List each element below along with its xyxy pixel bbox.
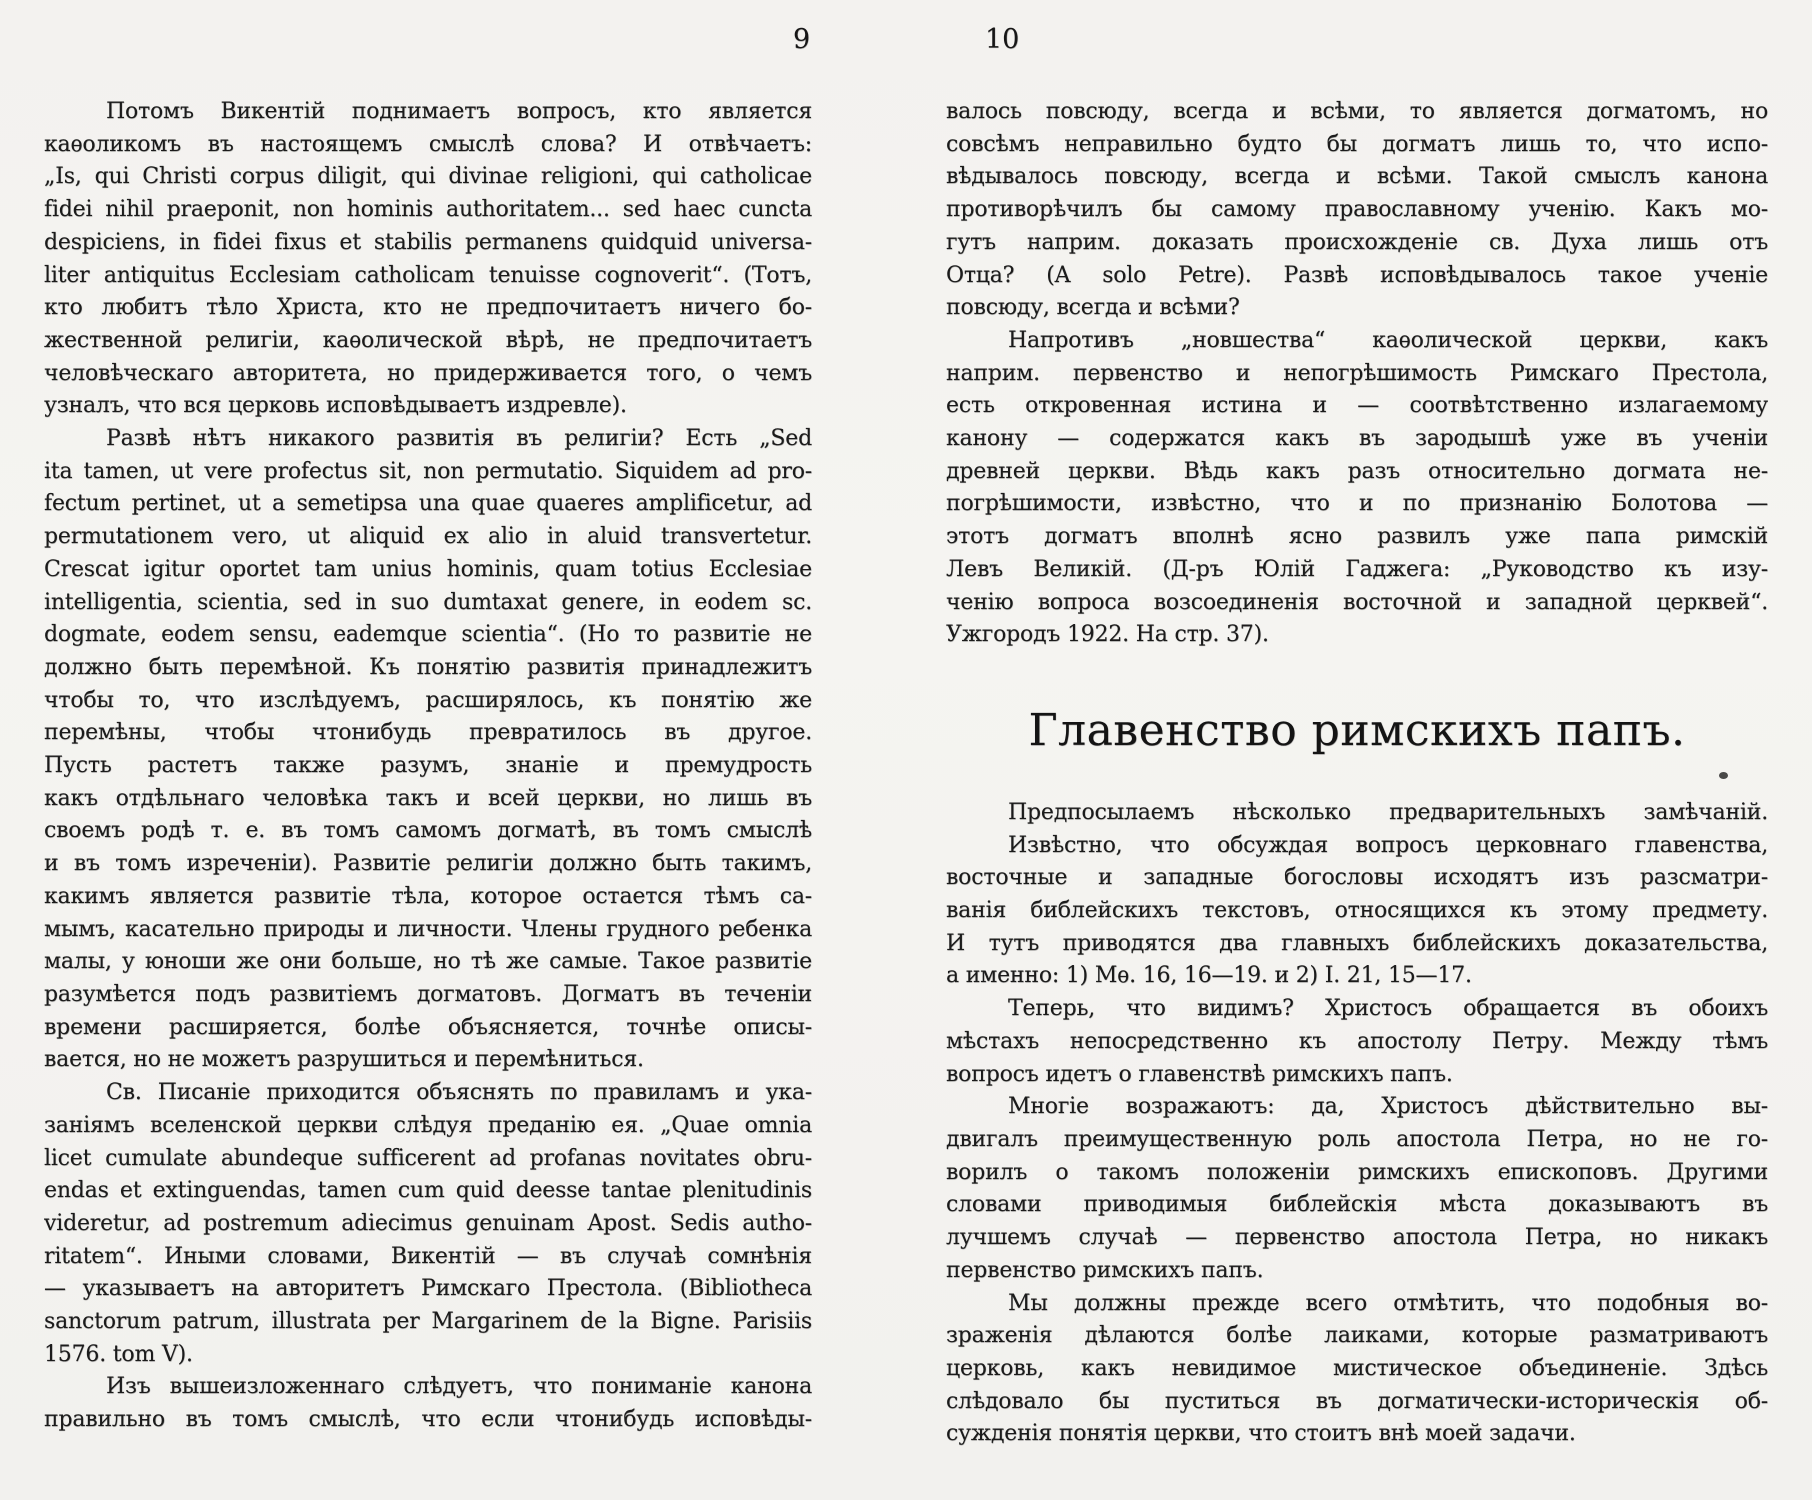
text-line: словами приводимыя библейскія мѣста доказываютъ въ	[946, 1192, 1768, 1218]
text-line: мѣстахъ непосредственно къ апостолу Петру. Между тѣмъ	[946, 1028, 1768, 1054]
text-line: — указываетъ на авторитетъ Римскаго Престола. (Bibliotheca	[44, 1276, 812, 1302]
text-line: человѣческаго авторитета, но придерживается того, о чемъ	[44, 360, 812, 386]
text-line: узналъ, что вся церковь исповѣдываетъ издревле).	[44, 393, 627, 419]
text-line: despiciens, in fidei fixus et stabilis permanens quidquid universa-	[44, 229, 812, 255]
text-line: endas et extinguendas, tamen cum quid deesse tantae plenitudinis	[44, 1178, 812, 1204]
text-line: И тутъ приводятся два главныхъ библейскихъ доказательства,	[946, 930, 1768, 956]
text-line: Многіе возражаютъ: да, Христосъ дѣйствительно вы-	[1008, 1094, 1768, 1120]
text-line: канону — содержатся какъ въ зародышѣ уже въ ученіи	[946, 426, 1768, 452]
text-line: жественной религіи, каѳолической вѣрѣ, не предпочитаетъ	[44, 327, 812, 353]
text-line: Развѣ нѣтъ никакого развитія въ религіи? Есть „Sed	[106, 426, 812, 452]
text-line: Теперь, что видимъ? Христосъ обращается въ обоихъ	[1008, 996, 1768, 1022]
text-line: sanctorum patrum, illustrata per Margarinem de la Bigne. Parisiis	[44, 1309, 812, 1335]
text-line: гутъ наприм. доказать происхожденіе св. Духа лишь отъ	[946, 229, 1768, 255]
text-line: Crescat igitur oportet tam unius hominis, quam totius Ecclesiae	[44, 556, 812, 582]
text-line: слѣдовало бы пуститься въ догматически-историческія об-	[946, 1388, 1768, 1414]
page-9-text-column	[44, 96, 812, 1437]
text-line: мымъ, касательно природы и личности. Члены грудного ребенка	[44, 916, 812, 942]
text-line: какимъ является развитіе тѣла, которое остается тѣмъ са-	[44, 883, 812, 909]
text-line: погрѣшимости, извѣстно, что и по признанію Болотова —	[946, 491, 1768, 517]
text-line: ванія библейскихъ текстовъ, относящихся къ этому предмету.	[946, 898, 1768, 924]
text-line: ita tamen, ut vere profectus sit, non permutatio. Siquidem ad pro-	[44, 458, 812, 484]
text-line: permutationem vero, ut aliquid ex alio in aluid transvertetur.	[44, 524, 812, 550]
text-line: этотъ догматъ вполнѣ ясно развилъ уже папа римскій	[946, 524, 1768, 550]
text-line: Пусть растетъ также разумъ, знаніе и премудрость	[44, 753, 812, 779]
text-line: лучшемъ случаѣ — первенство апостола Петра, но никакъ	[946, 1225, 1768, 1251]
text-line: Извѣстно, что обсуждая вопросъ церковнаго главенства,	[1008, 832, 1768, 858]
text-line: каѳоликомъ въ настоящемъ смыслѣ слова? И отвѣчаетъ:	[44, 131, 812, 157]
ink-speck	[1719, 772, 1728, 779]
text-line: Ужгородъ 1922. На стр. 37).	[946, 622, 1269, 648]
text-line: licet cumulate abundeque sufficerent ad profanas novitates obru-	[44, 1145, 812, 1171]
text-line: Мы должны прежде всего отмѣтить, что подобныя во-	[1008, 1290, 1768, 1316]
text-line: videretur, ad postremum adiecimus genuinam Apost. Sedis autho-	[44, 1210, 812, 1236]
text-line: церковь, какъ невидимое мистическое объединеніе. Здѣсь	[946, 1355, 1768, 1381]
text-line: древней церкви. Вѣдь какъ разъ относительно догмата не-	[946, 458, 1768, 484]
text-line: перемѣны, чтобы чтонибудь превратилось въ другое.	[44, 720, 812, 746]
text-line: dogmate, eodem sensu, eademque scientia“. (Но то развитіе не	[44, 622, 812, 648]
text-line: двигалъ преимущественную роль апостола Петра, но не го-	[946, 1126, 1768, 1152]
text-line: есть откровенная истина и — соотвѣтственно излагаемому	[946, 393, 1768, 419]
text-line: Потомъ Викентій поднимаетъ вопросъ, кто является	[106, 99, 812, 124]
text-line: liter antiquitus Ecclesiam catholicam tenuisse cognoverit“. (Тотъ,	[44, 262, 812, 288]
text-line: повсюду, всегда и всѣми?	[946, 295, 1240, 321]
text-line: восточные и западные богословы исходятъ изъ разсматри-	[946, 865, 1768, 891]
text-line: вѣдывалось повсюду, всегда и всѣми. Такой смыслъ канона	[946, 164, 1768, 190]
text-line: вается, но не можетъ разрушиться и перемѣниться.	[44, 1047, 644, 1073]
text-line: противорѣчилъ бы самому православному ученію. Какъ мо-	[946, 197, 1768, 223]
text-line: совсѣмъ неправильно будто бы догматъ лишь то, что испо-	[946, 131, 1768, 157]
text-line: кто любитъ тѣло Христа, кто не предпочитаетъ ничего бо-	[44, 295, 812, 321]
text-line: разумѣется подъ развитіемъ догматовъ. Догматъ въ теченіи	[44, 981, 812, 1007]
text-line: Предпосылаемъ нѣсколько предварительныхъ замѣчаній.	[1008, 799, 1768, 825]
text-line: первенство римскихъ папъ.	[946, 1257, 1264, 1283]
text-line: заніямъ вселенской церкви слѣдуя преданію ея. „Quae omnia	[44, 1112, 812, 1138]
text-line: fectum pertinet, ut a semetipsa una quae quaeres amplificetur, ad	[44, 491, 812, 517]
text-line: наприм. первенство и непогрѣшимость Римскаго Престола,	[946, 360, 1768, 386]
text-line: сужденія понятія церкви, что стоитъ внѣ моей задачи.	[946, 1421, 1576, 1447]
text-line: ворилъ о такомъ положеніи римскихъ епископовъ. Другими	[946, 1159, 1768, 1185]
page-number-right: 10	[985, 24, 1020, 55]
text-line: Левъ Великій. (Д-ръ Юлій Гаджега: „Руководство къ изу-	[946, 556, 1768, 582]
text-line: чтобы то, что изслѣдуемъ, расширялось, къ понятію же	[44, 687, 812, 713]
text-line: 1576. tom V).	[44, 1341, 193, 1367]
text-line: вопросъ идетъ о главенствѣ римскихъ папъ.	[946, 1061, 1453, 1087]
page-number-left: 9	[793, 24, 811, 55]
text-line: Св. Писаніе приходится объяснять по правиламъ и ука-	[106, 1080, 812, 1106]
text-line: intelligentia, scientia, sed in suo dumtaxat genere, in eodem sc.	[44, 589, 812, 615]
text-line: какъ отдѣльнаго человѣка такъ и всей церкви, но лишь въ	[44, 785, 812, 811]
text-line: а именно: 1) Мѳ. 16, 16—19. и 2) І. 21, 15—17.	[946, 963, 1472, 989]
text-line: должно быть перемѣной. Къ понятію развитія принадлежитъ	[44, 654, 812, 680]
text-line: своемъ родѣ т. е. въ томъ самомъ догматѣ, въ томъ смыслѣ	[44, 818, 812, 844]
page-10-text-column	[946, 96, 1768, 1451]
text-line: ченію вопроса возсоединенія восточной и западной церквей“.	[946, 589, 1768, 615]
text-line: зраженія дѣлаются болѣе лаиками, которые разматриваютъ	[946, 1323, 1768, 1349]
text-line: ritatem“. Иными словами, Викентій — въ случаѣ сомнѣнія	[44, 1243, 812, 1269]
text-line: Изъ вышеизложеннаго слѣдуетъ, что пониманіе канона	[106, 1374, 812, 1400]
text-line: времени расширяется, болѣе объясняется, точнѣе описы-	[44, 1014, 812, 1040]
text-line: валось повсюду, всегда и всѣми, то является догматомъ, но	[946, 99, 1768, 124]
text-line: Напротивъ „новшества“ каѳолической церкви, какъ	[1008, 327, 1768, 353]
section-heading: Главенство римскихъ папъ.	[1028, 704, 1686, 756]
text-line: правильно въ томъ смыслѣ, что если чтонибудь исповѣды-	[44, 1407, 812, 1433]
text-line: малы, у юноши же они больше, но тѣ же самые. Такое развитіе	[44, 949, 812, 975]
text-line: Отца? (A solo Petre). Развѣ исповѣдывалось такое ученіе	[946, 262, 1768, 288]
text-line: „Is, qui Christi corpus diligit, qui divinae religioni, qui catholicae	[44, 164, 812, 190]
text-line: fidei nihil praeponit, non hominis authoritatem... sed haec cuncta	[44, 197, 812, 223]
text-line: и въ томъ изреченіи). Развитіе религіи должно быть такимъ,	[44, 851, 812, 877]
